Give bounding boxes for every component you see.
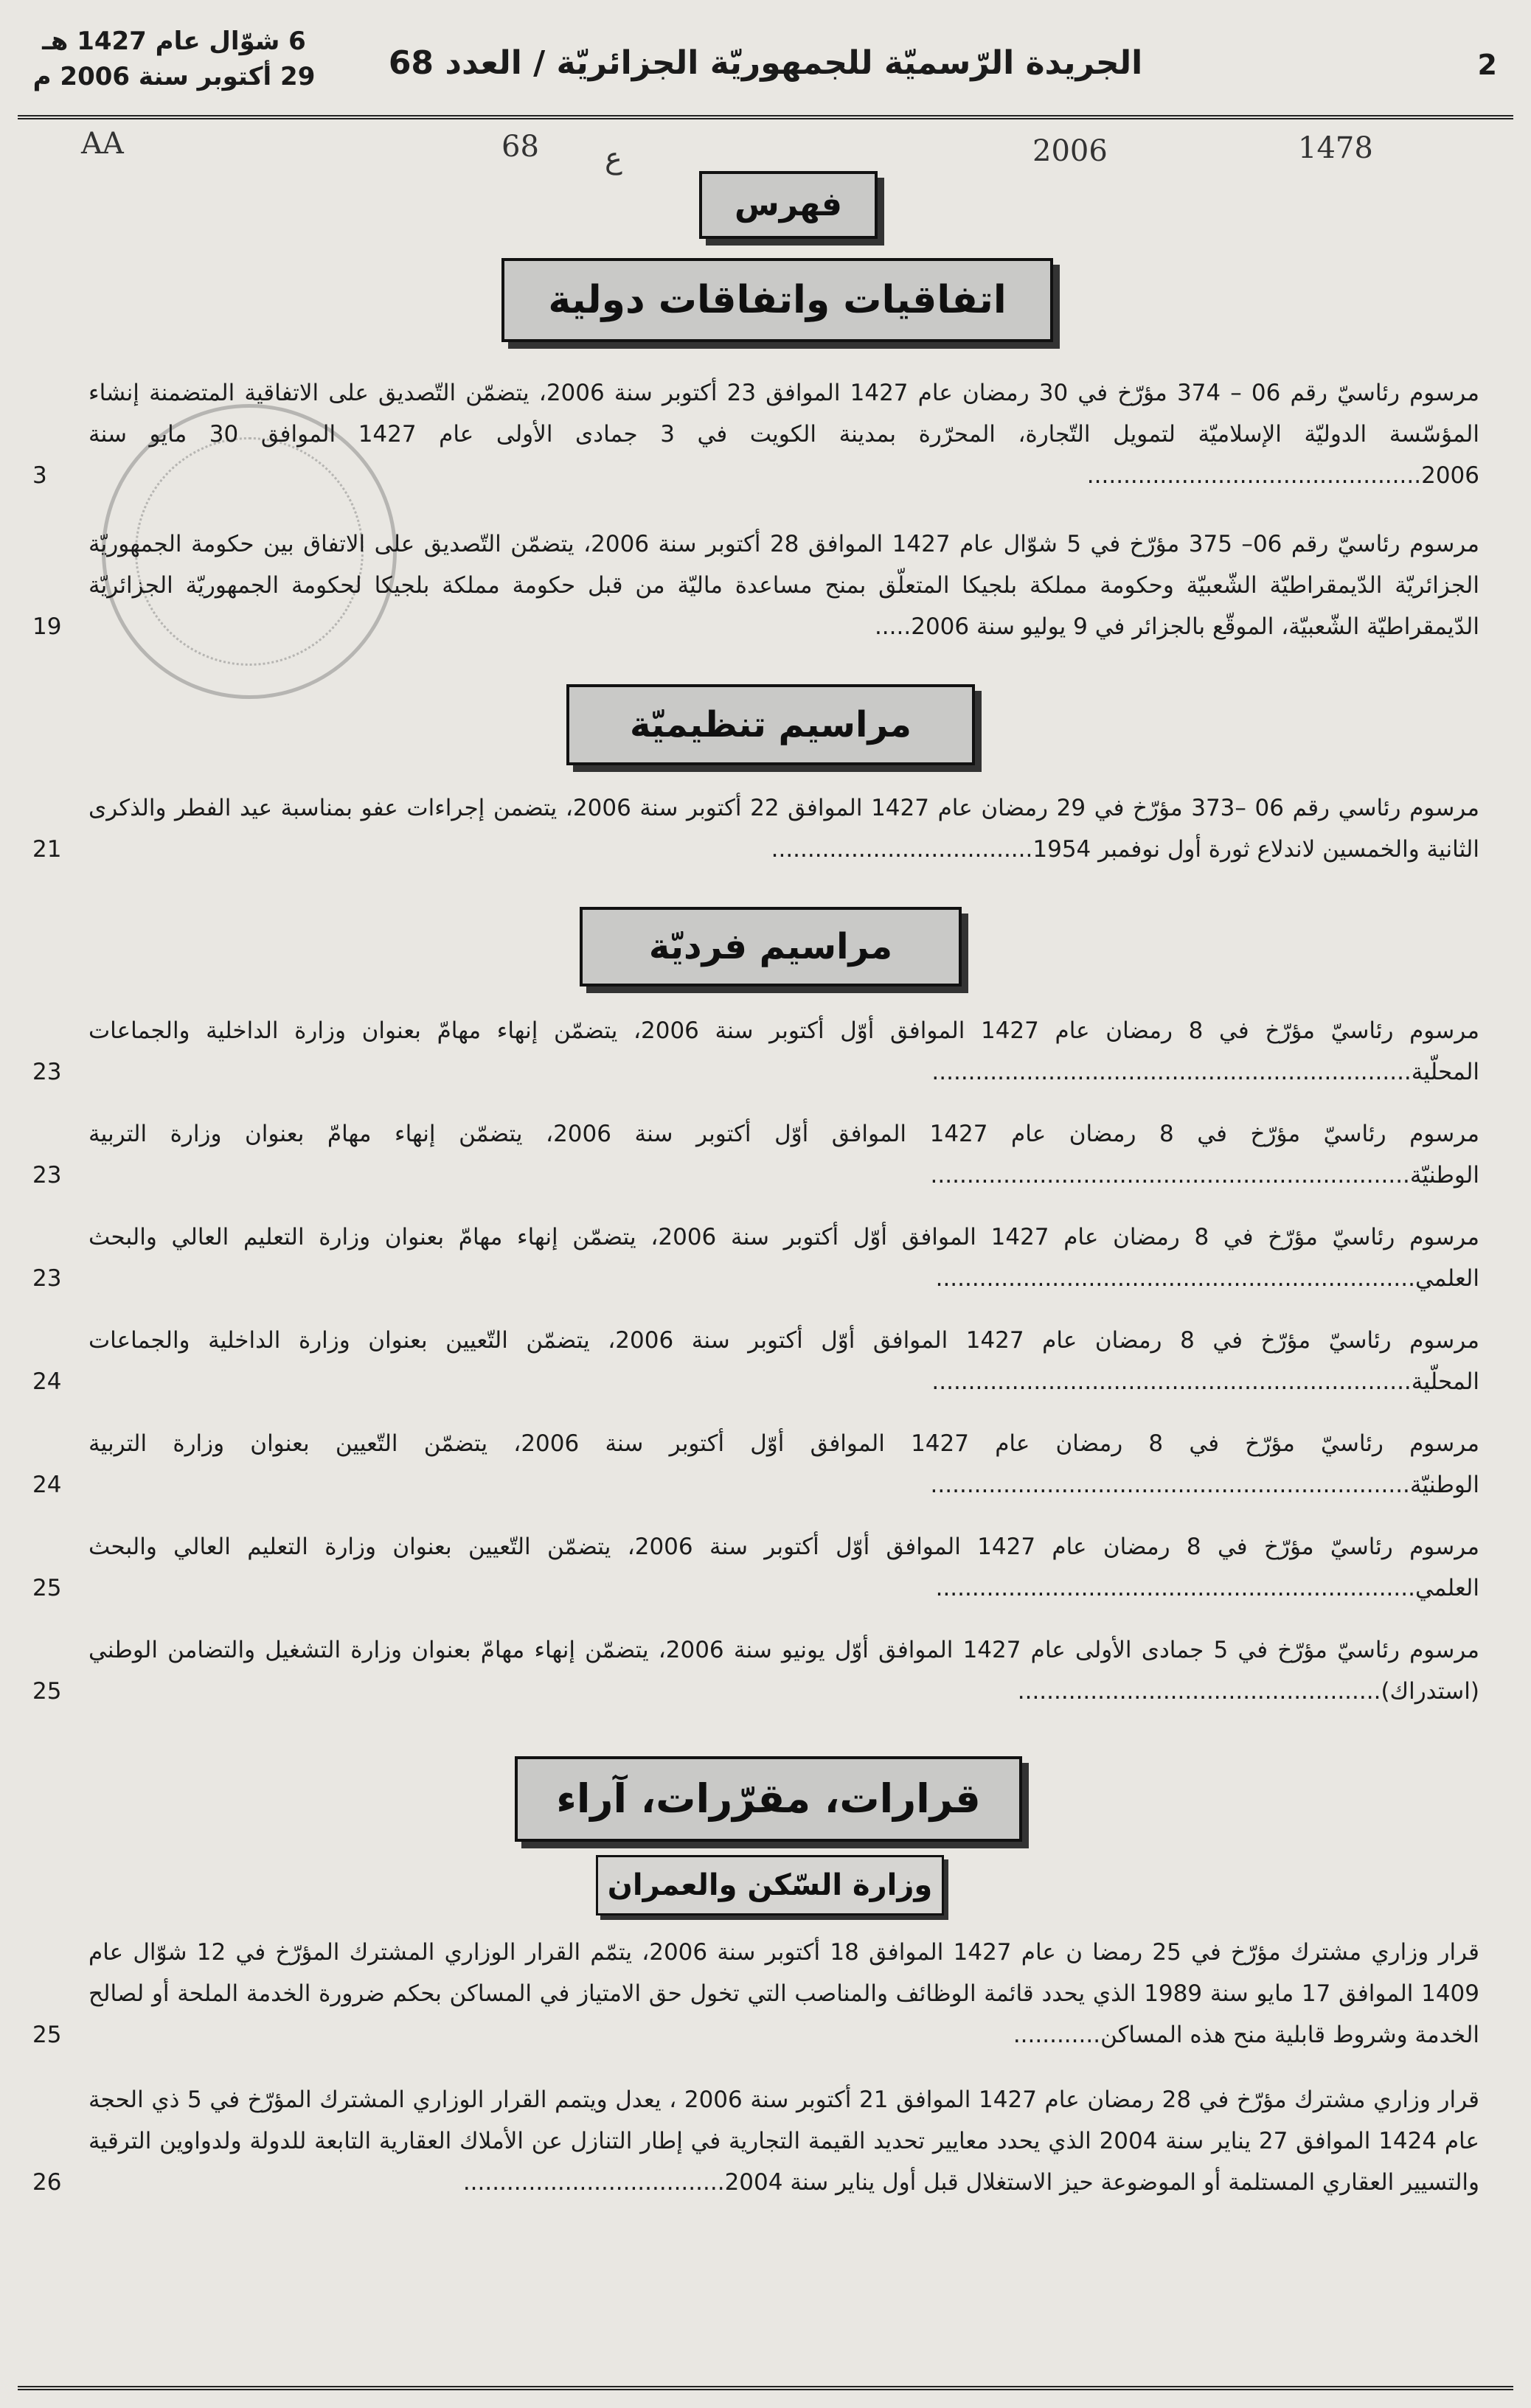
toc-entry-text: قرار وزاري مشترك مؤرّخ في 28 رمضان عام 1427 الموافق 21 أكتوبر سنة 2006 ، يعدل ويتمم القرار الوزاري المشترك المؤرّخ في 5 ذي الحجة عام 1424 الموافق 27 يناير سنة 2004 الذي يحدد معايير تحديد القيمة التجارية في إطار التنازل عن الأملاك العقارية التابعة للدولة ولدواوين الترقية والتسيير العقاري المستلمة أو الموضوعة حيز الاستغلال قبل أول يناير سنة 2004.................................... <box>88 2087 1479 2196</box>
toc-entry-page: 21 <box>32 836 62 863</box>
date-hijri: 6 شوّال عام 1427 هـ <box>42 27 306 56</box>
section-title-index: فهرس <box>699 171 878 239</box>
toc-entry-text: مرسوم رئاسيّ مؤرّخ في 8 رمضان عام 1427 الموافق أوّل أكتوبر سنة 2006، يتضمّن إنهاء مهامّ بعنوان وزارة التعليم العالي والبحث العلمي.................................................................. <box>88 1224 1480 1292</box>
issue-date <box>27 24 322 94</box>
toc-entry-page: 19 <box>32 613 62 640</box>
toc-entry-page: 25 <box>32 1678 62 1705</box>
page-header <box>18 10 1513 119</box>
toc-entry-page: 23 <box>32 1059 62 1085</box>
gazette-title: الجريدة الرّسميّة للجمهوريّة الجزائريّة / العدد 68 <box>388 44 1143 82</box>
toc-entry-text: قرار وزاري مشترك مؤرّخ في 25 رمضا ن عام 1427 الموافق 18 أكتوبر سنة 2006، يتمّم القرار الوزاري المشترك المؤرّخ في 12 شوّال عام 1409 الموافق 17 مايو سنة 1989 الذي يحدد قائمة الوظائف والمناصب التي تخول حق الامتياز في المساكن بحكم ضرورة الخدمة الملحة أو لصالح الخدمة وشروط قابلية منح هذه المساكن............ <box>88 1939 1479 2048</box>
toc-entry-page: 24 <box>32 1368 62 1395</box>
toc-entry <box>32 787 1480 870</box>
toc-entry <box>32 1320 1479 1402</box>
section-title-regulatory: مراسيم تنظيميّة <box>566 684 975 765</box>
toc-entry-page: 23 <box>32 1162 62 1189</box>
footer-rule <box>18 2386 1513 2390</box>
toc-entry-text: مرسوم رئاسيّ مؤرّخ في 8 رمضان عام 1427 الموافق أوّل أكتوبر سنة 2006، يتضمّن التّعيين بعنوان وزارة التربية الوطنيّة.................................................................. <box>88 1430 1479 1498</box>
handwriting-left: AA <box>81 127 124 161</box>
toc-entry-text: مرسوم رئاسيّ رقم 06– 375 مؤرّخ في 5 شوّال عام 1427 الموافق 28 أكتوبر سنة 2006، يتضمّن التّصديق على الاتفاق بين حكومة الجمهوريّة الجزائريّة الدّيمقراطيّة الشّعبيّة وحكومة مملكة بلجيكا المتعلّق بمنح مساعدة ماليّة من قبل حكومة مملكة بلجيكا لحكومة الجمهوريّة الجزائريّة الدّيمقراطيّة الشّعبيّة، الموقّع بالجزائر في 9 يوليو سنة 2006..... <box>88 531 1480 640</box>
handwriting-right: 1478 <box>1298 131 1373 165</box>
section-title-ministry-housing: وزارة السّكن والعمران <box>596 1855 944 1915</box>
toc-entry-page: 24 <box>32 1472 62 1498</box>
toc-entry <box>32 1113 1479 1196</box>
toc-entry-text: مرسوم رئاسي رقم 06 –373 مؤرّخ في 29 رمضان عام 1427 الموافق 22 أكتوبر سنة 2006، يتضمن إجراءات عفو بمناسبة عيد الفطر والذكرى الثانية والخمسين لاندلاع ثورة أول نوفمبر 1954.................................... <box>88 795 1480 863</box>
toc-entry-text: مرسوم رئاسيّ مؤرّخ في 8 رمضان عام 1427 الموافق أوّل أكتوبر سنة 2006، يتضمّن التّعيين بعنوان وزارة الداخلية والجماعات المحلّية.................................................................. <box>88 1327 1479 1395</box>
toc-entry <box>32 372 1479 496</box>
toc-entry-page: 26 <box>32 2169 62 2196</box>
toc-entry <box>32 1526 1479 1609</box>
section-title-conventions: اتفاقيات واتفاقات دولية <box>501 258 1053 342</box>
toc-entry <box>32 1932 1479 2056</box>
toc-entry-page: 23 <box>32 1265 62 1292</box>
toc-entry <box>32 1217 1480 1299</box>
toc-entry-text: مرسوم رئاسيّ مؤرّخ في 8 رمضان عام 1427 الموافق أوّل أكتوبر سنة 2006، يتضمّن التّعيين بعنوان وزارة التعليم العالي والبحث العلمي.................................................................. <box>88 1534 1479 1601</box>
handwriting-number: 68 <box>501 130 539 164</box>
toc-entry <box>32 523 1480 647</box>
toc-entry-text: مرسوم رئاسيّ رقم 06 – 374 مؤرّخ في 30 رمضان عام 1427 الموافق 23 أكتوبر سنة 2006، يتضمّن التّصديق على الاتفاقية المتضمنة إنشاء المؤسّسة الدوليّة الإسلاميّة لتمويل التّجارة، المحرّرة بمدينة الكويت في 3 جمادى الأولى عام 1427 الموافق 30 مايو سنة 2006.............................................. <box>88 380 1479 489</box>
toc-entry <box>32 1423 1479 1506</box>
toc-entry-page: 3 <box>32 462 47 489</box>
toc-entry <box>32 1629 1479 1712</box>
page-number: 2 <box>1477 49 1497 81</box>
handwriting-year: 2006 <box>1032 134 1108 168</box>
toc-entry <box>32 2079 1479 2203</box>
toc-entry-text: مرسوم رئاسيّ مؤرّخ في 5 جمادى الأولى عام 1427 الموافق أوّل يونيو سنة 2006، يتضمّن إنهاء مهامّ بعنوان وزارة التشغيل والتضامن الوطني (استدراك).................................................. <box>88 1637 1479 1705</box>
date-gregorian: 29 أكتوبر سنة 2006 م <box>32 62 316 91</box>
toc-entry-text: مرسوم رئاسيّ مؤرّخ في 8 رمضان عام 1427 الموافق أوّل أكتوبر سنة 2006، يتضمّن إنهاء مهامّ بعنوان وزارة الداخلية والجماعات المحلّية.................................................................. <box>88 1017 1479 1085</box>
section-title-individual: مراسيم فرديّة <box>580 907 962 986</box>
toc-entry-page: 25 <box>32 2022 62 2048</box>
toc-entry-page: 25 <box>32 1575 62 1601</box>
toc-entry <box>32 1010 1479 1093</box>
handwriting-letter: ع <box>605 142 622 175</box>
section-title-decisions: قرارات، مقرّرات، آراء <box>515 1756 1022 1842</box>
toc-entry-text: مرسوم رئاسيّ مؤرّخ في 8 رمضان عام 1427 الموافق أوّل أكتوبر سنة 2006، يتضمّن إنهاء مهامّ بعنوان وزارة التربية الوطنيّة.................................................................. <box>88 1121 1479 1189</box>
